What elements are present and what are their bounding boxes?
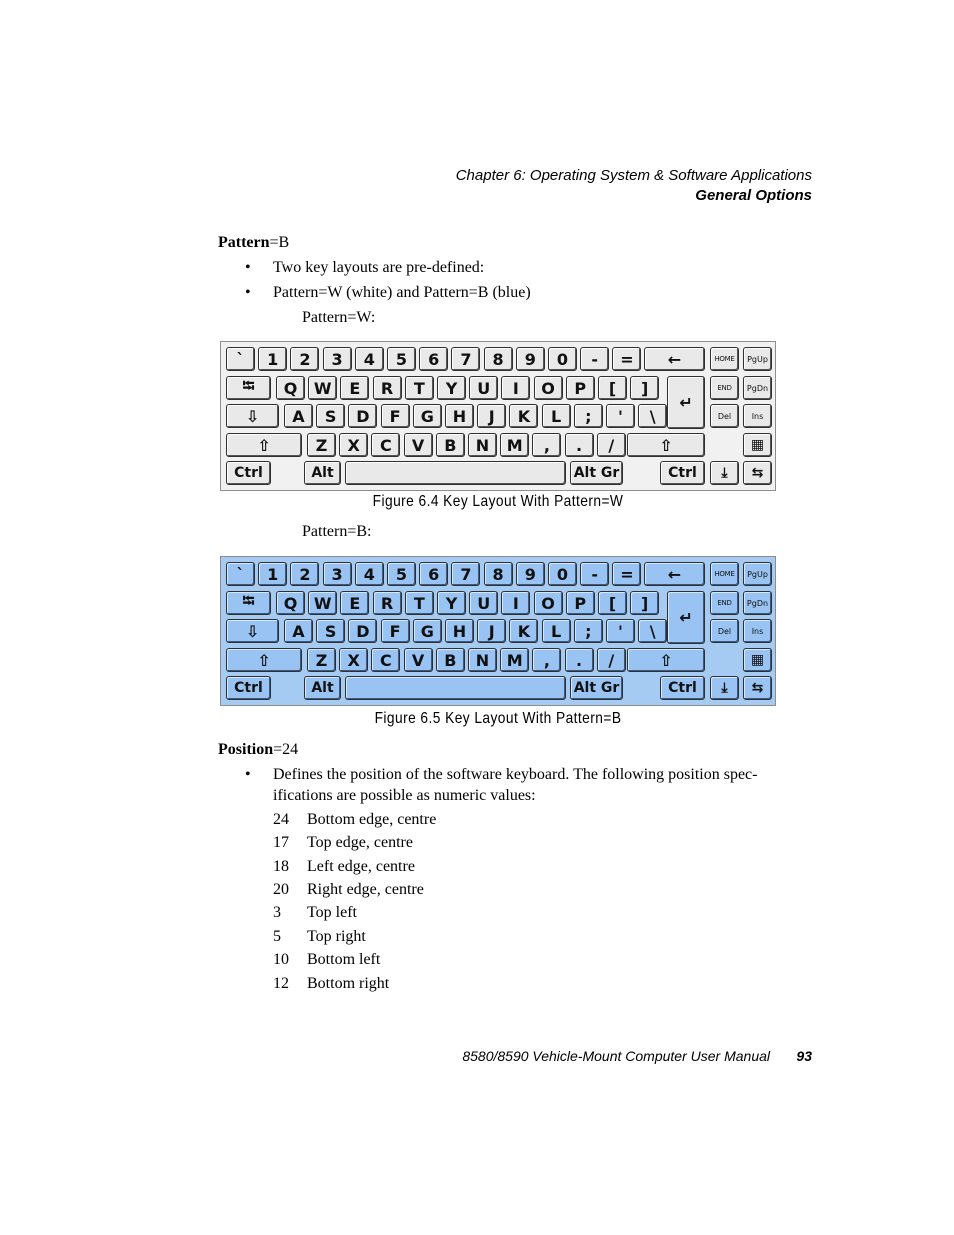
key-slash[interactable]: / <box>597 433 626 457</box>
key-t[interactable]: T <box>405 376 434 400</box>
key-m[interactable]: M <box>500 648 529 672</box>
key-n[interactable]: N <box>468 648 497 672</box>
key-right-bracket[interactable]: ] <box>630 376 659 400</box>
position-option-label: Bottom right <box>307 975 390 992</box>
key-page-down[interactable]: PgDn <box>743 591 772 615</box>
key-1[interactable]: 1 <box>258 562 287 586</box>
key-u[interactable]: U <box>469 591 498 615</box>
minimize-keyboard-icon[interactable]: ⤓ <box>710 676 739 700</box>
key-g[interactable]: G <box>413 619 442 643</box>
key-c[interactable]: C <box>371 648 400 672</box>
key-right-bracket[interactable]: ] <box>630 591 659 615</box>
pattern-b-label: Pattern=B: <box>302 523 372 540</box>
key-h[interactable]: H <box>445 619 474 643</box>
key-l[interactable]: L <box>542 404 571 428</box>
key-left-bracket[interactable]: [ <box>598 376 627 400</box>
key-delete[interactable]: Del <box>710 404 739 428</box>
key-p[interactable]: P <box>566 591 595 615</box>
keypad-icon[interactable]: ▦ <box>743 433 772 457</box>
section-header: General Options <box>695 187 812 204</box>
key-left-shift[interactable]: ⇧ <box>226 648 302 672</box>
key-right-shift[interactable]: ⇧ <box>627 648 705 672</box>
position-option-label: Right edge, centre <box>307 881 424 898</box>
key-6[interactable]: 6 <box>419 347 448 371</box>
key-f[interactable]: F <box>381 404 410 428</box>
key-f[interactable]: F <box>381 619 410 643</box>
position-option-number: 12 <box>273 975 289 992</box>
key-delete[interactable]: Del <box>710 619 739 643</box>
key-a[interactable]: A <box>284 404 313 428</box>
key-3[interactable]: 3 <box>323 562 352 586</box>
key-d[interactable]: D <box>348 404 377 428</box>
key-insert[interactable]: Ins <box>743 404 772 428</box>
key-minus[interactable]: - <box>580 562 609 586</box>
key-semicolon[interactable]: ; <box>574 404 603 428</box>
key-y[interactable]: Y <box>437 591 466 615</box>
pattern-heading <box>218 234 289 252</box>
key-caps-lock[interactable]: ⇩ <box>226 404 279 428</box>
key-k[interactable]: K <box>509 619 538 643</box>
key-g[interactable]: G <box>413 404 442 428</box>
position-option-label: Left edge, centre <box>307 858 415 875</box>
key-backspace[interactable]: ← <box>644 562 705 586</box>
key-left-ctrl[interactable]: Ctrl <box>226 461 271 485</box>
key-insert[interactable]: Ins <box>743 619 772 643</box>
bullet-dot: • <box>245 259 251 276</box>
key-q[interactable]: Q <box>276 591 305 615</box>
page-number: 93 <box>796 1048 812 1064</box>
key-backtick[interactable]: ` <box>226 347 255 371</box>
key-z[interactable]: Z <box>307 648 336 672</box>
key-comma[interactable]: , <box>532 433 561 457</box>
pattern-bullet-2: Pattern=W (white) and Pattern=B (blue) <box>273 284 531 301</box>
key-v[interactable]: V <box>404 433 433 457</box>
figure-caption-w: Figure 6.4 Key Layout With Pattern=W <box>372 493 624 510</box>
chapter-header: Chapter 6: Operating System & Software Applications <box>455 167 812 184</box>
key-x[interactable]: X <box>339 433 368 457</box>
key-tab[interactable]: ⭾ <box>226 376 271 400</box>
key-3[interactable]: 3 <box>323 347 352 371</box>
key-home[interactable]: HOME <box>710 347 739 371</box>
key-4[interactable]: 4 <box>355 562 384 586</box>
position-value: =24 <box>273 741 299 758</box>
key-m[interactable]: M <box>500 433 529 457</box>
key-page-down[interactable]: PgDn <box>743 376 772 400</box>
key-8[interactable]: 8 <box>484 347 513 371</box>
key-4[interactable]: 4 <box>355 347 384 371</box>
pattern-bullet-1: Two key layouts are pre-defined: <box>273 259 485 276</box>
switch-layout-icon[interactable]: ⇆ <box>743 676 772 700</box>
key-b[interactable]: B <box>436 648 465 672</box>
position-option-number: 18 <box>273 858 289 875</box>
key-p[interactable]: P <box>566 376 595 400</box>
key-caps-lock[interactable]: ⇩ <box>226 619 279 643</box>
key-d[interactable]: D <box>348 619 377 643</box>
key-right-shift[interactable]: ⇧ <box>627 433 705 457</box>
key-o[interactable]: O <box>534 591 563 615</box>
key-minus[interactable]: - <box>580 347 609 371</box>
key-9[interactable]: 9 <box>516 347 545 371</box>
key-j[interactable]: J <box>477 619 506 643</box>
key-backslash[interactable]: \ <box>638 404 667 428</box>
switch-layout-icon[interactable]: ⇆ <box>743 461 772 485</box>
position-option-number: 20 <box>273 881 289 898</box>
position-desc-line2: ifications are possible as numeric values: <box>273 787 536 804</box>
pattern-value: =B <box>269 234 290 251</box>
key-2[interactable]: 2 <box>290 347 319 371</box>
key-page-up[interactable]: PgUp <box>743 562 772 586</box>
key-c[interactable]: C <box>371 433 400 457</box>
key-i[interactable]: I <box>501 376 530 400</box>
position-option-label: Top edge, centre <box>307 834 413 851</box>
key-5[interactable]: 5 <box>387 562 416 586</box>
position-heading <box>218 741 298 759</box>
key-v[interactable]: V <box>404 648 433 672</box>
key-alt-gr[interactable]: Alt Gr <box>570 461 623 485</box>
position-option-number: 5 <box>273 928 281 945</box>
key-o[interactable]: O <box>534 376 563 400</box>
footer-manual-title: 8580/8590 Vehicle-Mount Computer User Manual <box>462 1048 770 1064</box>
key-w[interactable]: W <box>308 376 337 400</box>
key-left-ctrl[interactable]: Ctrl <box>226 676 271 700</box>
key-end[interactable]: END <box>710 376 739 400</box>
keypad-icon[interactable]: ▦ <box>743 648 772 672</box>
keyboard-white <box>220 341 776 491</box>
position-option-number: 24 <box>273 811 289 828</box>
key-left-shift[interactable]: ⇧ <box>226 433 302 457</box>
key-k[interactable]: K <box>509 404 538 428</box>
key-x[interactable]: X <box>339 648 368 672</box>
key-equals[interactable]: = <box>612 347 641 371</box>
key-comma[interactable]: , <box>532 648 561 672</box>
key-e[interactable]: E <box>340 376 369 400</box>
key-0[interactable]: 0 <box>548 347 577 371</box>
key-backspace[interactable]: ← <box>644 347 705 371</box>
key-8[interactable]: 8 <box>484 562 513 586</box>
position-option-label: Bottom edge, centre <box>307 811 437 828</box>
key-9[interactable]: 9 <box>516 562 545 586</box>
key-enter[interactable]: ↵ <box>667 591 705 644</box>
key-equals[interactable]: = <box>612 562 641 586</box>
key-enter[interactable]: ↵ <box>667 376 705 429</box>
key-z[interactable]: Z <box>307 433 336 457</box>
key-period[interactable]: . <box>565 433 594 457</box>
minimize-keyboard-icon[interactable]: ⤓ <box>710 461 739 485</box>
keyboard-blue <box>220 556 776 706</box>
position-option-number: 3 <box>273 904 281 921</box>
key-tab[interactable]: ⭾ <box>226 591 271 615</box>
key-l[interactable]: L <box>542 619 571 643</box>
key-end[interactable]: END <box>710 591 739 615</box>
key-5[interactable]: 5 <box>387 347 416 371</box>
key-e[interactable]: E <box>340 591 369 615</box>
key-a[interactable]: A <box>284 619 313 643</box>
key-7[interactable]: 7 <box>451 562 480 586</box>
key-s[interactable]: S <box>316 619 345 643</box>
key-quote[interactable]: ' <box>606 404 635 428</box>
bullet-dot: • <box>245 284 251 301</box>
key-t[interactable]: T <box>405 591 434 615</box>
key-space[interactable] <box>345 676 566 700</box>
key-1[interactable]: 1 <box>258 347 287 371</box>
key-right-ctrl[interactable]: Ctrl <box>660 676 705 700</box>
key-2[interactable]: 2 <box>290 562 319 586</box>
key-right-ctrl[interactable]: Ctrl <box>660 461 705 485</box>
key-j[interactable]: J <box>477 404 506 428</box>
key-7[interactable]: 7 <box>451 347 480 371</box>
position-option-label: Bottom left <box>307 951 381 968</box>
key-backtick[interactable]: ` <box>226 562 255 586</box>
key-left-bracket[interactable]: [ <box>598 591 627 615</box>
key-b[interactable]: B <box>436 433 465 457</box>
key-page-up[interactable]: PgUp <box>743 347 772 371</box>
position-option-label: Top right <box>307 928 366 945</box>
position-label: Position <box>218 741 274 758</box>
position-option-label: Top left <box>307 904 357 921</box>
key-u[interactable]: U <box>469 376 498 400</box>
key-0[interactable]: 0 <box>548 562 577 586</box>
key-alt[interactable]: Alt <box>304 461 341 485</box>
key-s[interactable]: S <box>316 404 345 428</box>
position-option-number: 17 <box>273 834 289 851</box>
key-space[interactable] <box>345 461 566 485</box>
key-quote[interactable]: ' <box>606 619 635 643</box>
key-q[interactable]: Q <box>276 376 305 400</box>
key-period[interactable]: . <box>565 648 594 672</box>
figure-caption-b: Figure 6.5 Key Layout With Pattern=B <box>374 710 622 727</box>
key-backslash[interactable]: \ <box>638 619 667 643</box>
key-i[interactable]: I <box>501 591 530 615</box>
key-y[interactable]: Y <box>437 376 466 400</box>
key-home[interactable]: HOME <box>710 562 739 586</box>
key-semicolon[interactable]: ; <box>574 619 603 643</box>
pattern-w-label: Pattern=W: <box>302 309 376 326</box>
key-h[interactable]: H <box>445 404 474 428</box>
key-n[interactable]: N <box>468 433 497 457</box>
key-slash[interactable]: / <box>597 648 626 672</box>
key-alt[interactable]: Alt <box>304 676 341 700</box>
bullet-dot: • <box>245 766 251 783</box>
key-r[interactable]: R <box>373 376 402 400</box>
position-desc-line1: Defines the position of the software keyboard. The following position spec- <box>273 766 758 783</box>
position-option-number: 10 <box>273 951 289 968</box>
key-w[interactable]: W <box>308 591 337 615</box>
pattern-label: Pattern <box>218 234 270 251</box>
key-r[interactable]: R <box>373 591 402 615</box>
key-alt-gr[interactable]: Alt Gr <box>570 676 623 700</box>
key-6[interactable]: 6 <box>419 562 448 586</box>
